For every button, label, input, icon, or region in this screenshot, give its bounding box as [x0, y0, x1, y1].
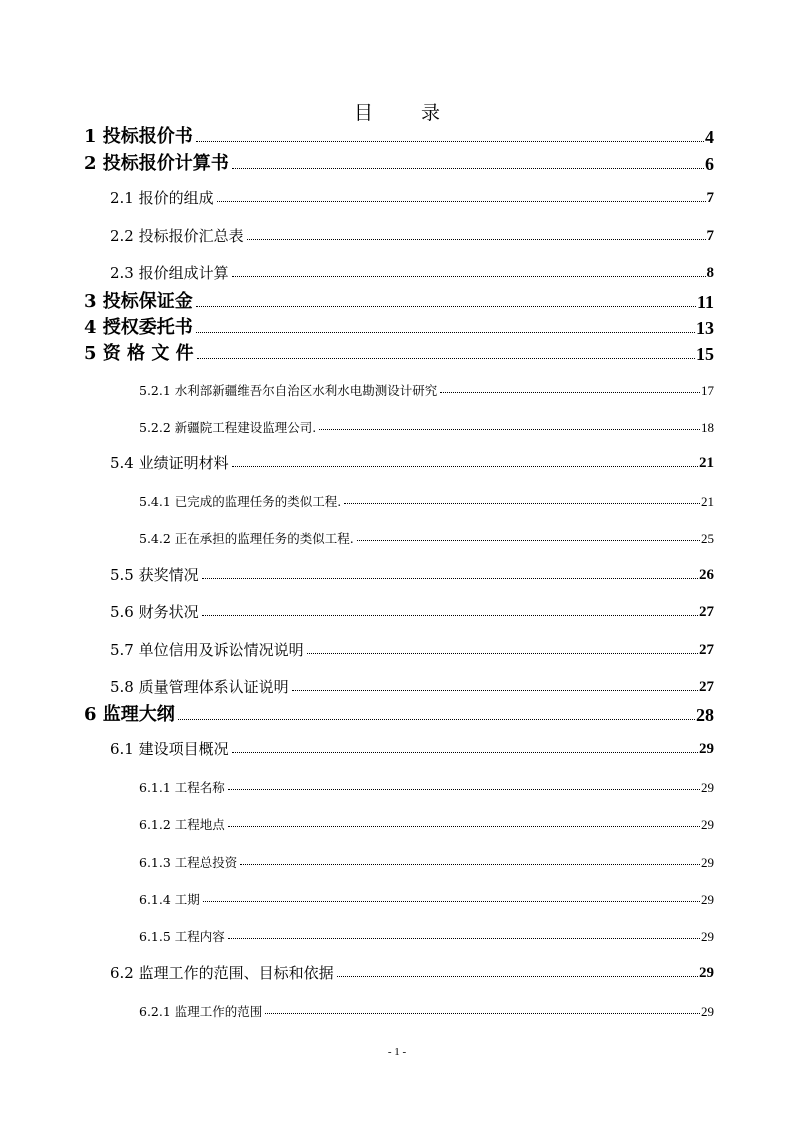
toc-entry-page: 29 [701, 855, 714, 870]
toc-entry-label: 6.1.3 工程总投资 [139, 854, 238, 870]
toc-entry-label: 5.8 质量管理体系认证说明 [110, 678, 289, 696]
toc-dot-leader [196, 141, 704, 142]
toc-entry[interactable] [84, 319, 714, 337]
toc-entry-page: 6 [705, 154, 714, 174]
toc-dot-leader [228, 826, 700, 827]
toc-entry-page: 29 [701, 1004, 714, 1019]
toc-entry-page: 29 [699, 965, 714, 981]
toc-entry[interactable] [84, 293, 714, 311]
toc-entry-page: 26 [699, 567, 714, 583]
toc-dot-leader [228, 789, 700, 790]
toc-entry-label: 5.5 获奖情况 [110, 566, 199, 584]
toc-entry-label: 4 授权委托书 [84, 317, 193, 338]
toc-entry[interactable] [110, 605, 714, 620]
toc-entry[interactable] [110, 266, 714, 281]
toc-entry[interactable] [84, 706, 714, 724]
toc-title [0, 98, 794, 125]
toc-entry-page: 29 [701, 780, 714, 795]
toc-entry-page: 18 [701, 420, 714, 435]
toc-dot-leader [202, 578, 698, 579]
toc-entry[interactable] [84, 155, 714, 173]
toc-dot-leader [232, 276, 706, 277]
toc-entry-label: 5 资 格 文 件 [84, 343, 194, 364]
toc-dot-leader [228, 938, 700, 939]
toc-entry-page: 21 [699, 455, 714, 471]
toc-entry[interactable] [110, 680, 714, 695]
toc-entry-page: 7 [706, 228, 714, 244]
toc-entry[interactable] [110, 966, 714, 981]
toc-entry-page: 11 [696, 292, 714, 312]
toc-dot-leader [337, 976, 698, 977]
toc-entry-label: 5.4.2 正在承担的监理任务的类似工程. [139, 530, 354, 546]
toc-entry-label: 2.2 投标报价汇总表 [110, 227, 244, 245]
toc-dot-leader [247, 239, 706, 240]
toc-entry-label: 3 投标保证金 [84, 291, 193, 312]
toc-entry-page: 29 [701, 817, 714, 832]
toc-entry-page: 29 [701, 892, 714, 907]
toc-entry-label: 6.1.5 工程内容 [139, 928, 225, 944]
toc-entry[interactable] [139, 818, 714, 831]
toc-entry-label: 6.1.1 工程名称 [139, 779, 225, 795]
page-number-footer: - 1 - [387, 1046, 407, 1058]
toc-entry-page: 13 [696, 318, 714, 338]
toc-dot-leader [357, 540, 700, 541]
toc-entry-page: 7 [706, 190, 714, 206]
toc-entry-page: 27 [699, 642, 714, 658]
toc-entry-label: 5.7 单位信用及诉讼情况说明 [110, 641, 304, 659]
toc-entry-page: 29 [701, 929, 714, 944]
toc-entry-page: 29 [699, 741, 714, 757]
toc-dot-leader [217, 201, 706, 202]
toc-entry[interactable] [110, 568, 714, 583]
toc-entry-page: 25 [701, 531, 714, 546]
toc-dot-leader [232, 168, 704, 169]
toc-title-right: 录 [421, 102, 441, 124]
toc-entry-label: 6.1.2 工程地点 [139, 816, 225, 832]
toc-entry-label: 6 监理大纲 [84, 704, 175, 725]
toc-dot-leader [196, 306, 696, 307]
toc-dot-leader [202, 615, 698, 616]
toc-entry-page: 21 [701, 494, 714, 509]
toc-dot-leader [265, 1013, 700, 1014]
toc-entry-label: 5.2.1 水利部新疆维吾尔自治区水利水电勘测设计研究 [139, 382, 438, 398]
toc-dot-leader [240, 864, 700, 865]
toc-entry-page: 15 [696, 344, 714, 364]
toc-entry-label: 1 投标报价书 [84, 126, 193, 147]
toc-dot-leader [319, 429, 700, 430]
toc-title-left: 目 [353, 102, 373, 124]
toc-entry-label: 6.2 监理工作的范围、目标和依据 [110, 964, 334, 982]
toc-dot-leader [440, 392, 700, 393]
toc-entry-label: 2.1 报价的组成 [110, 189, 214, 207]
toc-dot-leader [307, 653, 698, 654]
toc-entry[interactable] [139, 781, 714, 794]
toc-entry[interactable] [110, 456, 714, 471]
toc-dot-leader [344, 503, 700, 504]
toc-entry[interactable] [110, 643, 714, 658]
toc-dot-leader [232, 466, 698, 467]
toc-entry-page: 8 [706, 265, 714, 281]
toc-entry[interactable] [84, 128, 714, 146]
toc-entry[interactable] [139, 930, 714, 943]
toc-entry[interactable] [139, 495, 714, 508]
toc-entry[interactable] [139, 384, 714, 397]
toc-entry[interactable] [110, 229, 714, 244]
toc-entry-label: 5.4 业绩证明材料 [110, 454, 229, 472]
toc-entry[interactable] [84, 345, 714, 363]
toc-entry-label: 2 投标报价计算书 [84, 153, 229, 174]
toc-entry-label: 5.4.1 已完成的监理任务的类似工程. [139, 493, 342, 509]
toc-entry-page: 17 [701, 383, 714, 398]
toc-entry[interactable] [110, 191, 714, 206]
toc-dot-leader [196, 332, 695, 333]
toc-dot-leader [232, 752, 698, 753]
toc-dot-leader [197, 358, 695, 359]
toc-entry-page: 4 [705, 127, 714, 147]
toc-entry-label: 6.1 建设项目概况 [110, 740, 229, 758]
toc-entry[interactable] [139, 532, 714, 545]
toc-entry[interactable] [110, 742, 714, 757]
toc-entry-label: 2.3 报价组成计算 [110, 264, 229, 282]
toc-entry-label: 6.2.1 监理工作的范围 [139, 1003, 263, 1019]
toc-dot-leader [178, 719, 695, 720]
toc-entry-label: 6.1.4 工期 [139, 891, 200, 907]
toc-entry-page: 27 [699, 604, 714, 620]
toc-entry[interactable] [139, 893, 714, 906]
toc-dot-leader [203, 901, 700, 902]
toc-entry[interactable] [139, 856, 714, 869]
toc-entry[interactable] [139, 1005, 714, 1018]
toc-entry[interactable] [139, 421, 714, 434]
toc-entry-page: 27 [699, 679, 714, 695]
toc-dot-leader [292, 690, 698, 691]
toc-entry-page: 28 [696, 705, 714, 725]
toc-entry-label: 5.2.2 新疆院工程建设监理公司. [139, 419, 317, 435]
toc-entry-label: 5.6 财务状况 [110, 603, 199, 621]
